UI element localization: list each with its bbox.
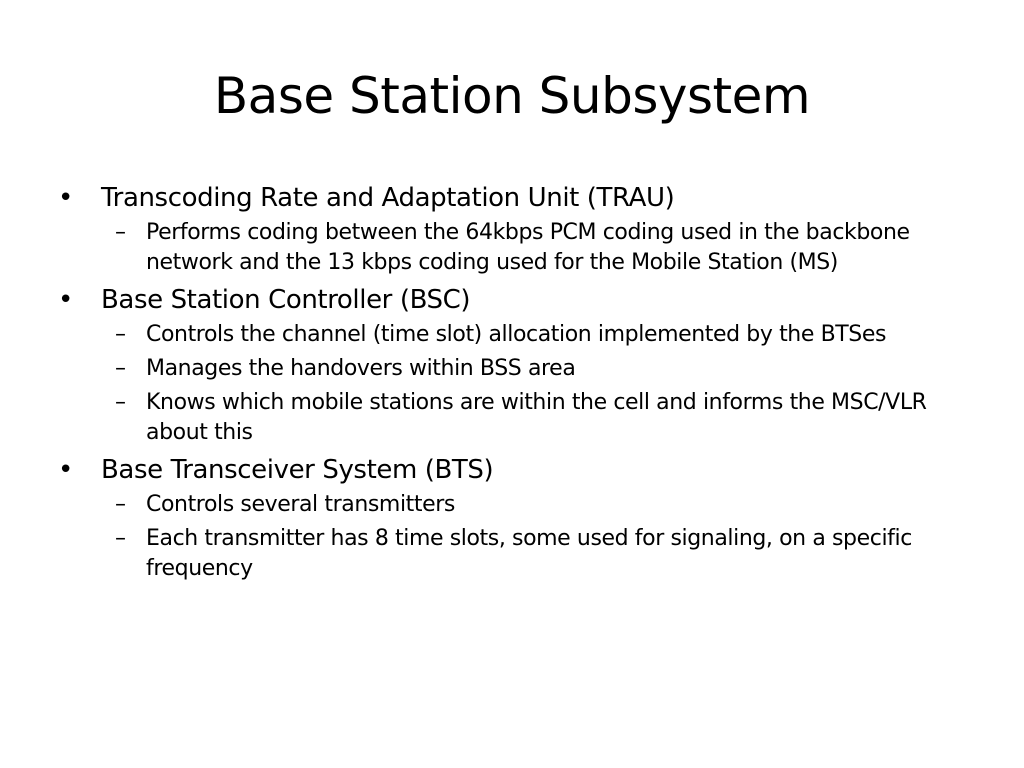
sub-list bbox=[101, 320, 976, 448]
sub-item-text: Controls several transmitters bbox=[146, 492, 455, 517]
dash-icon: – bbox=[115, 492, 126, 517]
sub-item bbox=[101, 320, 976, 350]
section-bts bbox=[56, 453, 976, 584]
sub-item-text: Manages the handovers within BSS area bbox=[146, 356, 576, 381]
sub-list bbox=[101, 218, 976, 278]
dash-icon: – bbox=[115, 356, 126, 381]
dash-icon: – bbox=[115, 390, 126, 415]
section-trau bbox=[56, 181, 976, 278]
sub-item bbox=[101, 354, 976, 384]
dash-icon: – bbox=[115, 322, 126, 347]
slide-title: Base Station Subsystem bbox=[213, 67, 811, 125]
sub-item bbox=[101, 218, 976, 278]
dash-icon: – bbox=[115, 220, 126, 245]
bullet-icon: • bbox=[58, 183, 73, 213]
sub-item bbox=[101, 490, 976, 520]
sub-item-text: Each transmitter has 8 time slots, some used for signaling, on a specific frequency bbox=[146, 526, 912, 581]
bullet-list bbox=[56, 181, 976, 589]
bullet-icon: • bbox=[58, 455, 73, 485]
section-heading: Base Station Controller (BSC) bbox=[101, 285, 471, 315]
sub-list bbox=[101, 490, 976, 584]
sub-item bbox=[101, 524, 976, 584]
section-heading: Transcoding Rate and Adaptation Unit (TRAU) bbox=[101, 183, 675, 213]
sub-item-text: Knows which mobile stations are within the cell and informs the MSC/VLR about this bbox=[146, 390, 927, 445]
sub-item-text: Performs coding between the 64kbps PCM coding used in the backbone network and the 13 kbps coding used for the Mobile Station (MS) bbox=[146, 220, 910, 275]
section-heading: Base Transceiver System (BTS) bbox=[101, 455, 494, 485]
sub-item bbox=[101, 388, 976, 448]
dash-icon: – bbox=[115, 526, 126, 551]
sub-item-text: Controls the channel (time slot) allocation implemented by the BTSes bbox=[146, 322, 887, 347]
bullet-icon: • bbox=[58, 285, 73, 315]
section-bsc bbox=[56, 283, 976, 448]
